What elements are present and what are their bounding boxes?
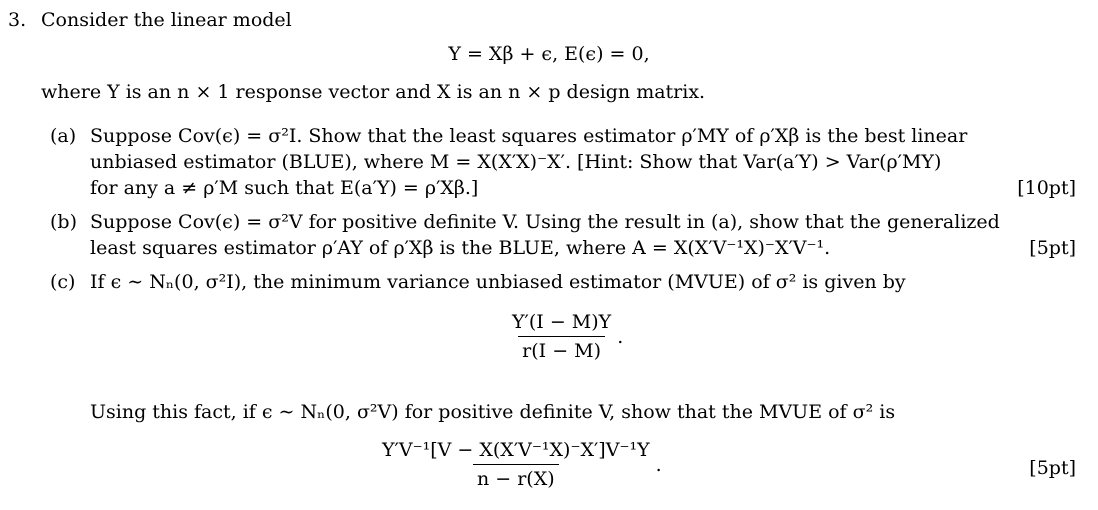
mvue-fraction-gls	[378, 438, 662, 491]
fraction	[378, 438, 654, 491]
part-c-points: [5pt]	[1029, 457, 1076, 479]
problem-number: 3.	[8, 9, 27, 31]
problem-heading: Consider the linear model	[41, 9, 292, 31]
fraction-denominator: r(I − M)	[518, 336, 605, 363]
mvue-fraction-iid	[508, 310, 623, 363]
part-a-points: [10pt]	[1017, 177, 1076, 199]
model-equation-text: Y = Xβ + ϵ, E(ϵ) = 0,	[448, 43, 650, 65]
fraction-denominator: n − r(X)	[473, 464, 559, 491]
fraction	[508, 310, 615, 363]
fraction-period: .	[655, 453, 662, 476]
part-a-label: (a)	[50, 125, 77, 147]
part-c-label: (c)	[50, 271, 76, 293]
part-a-line-3: for any a ≠ ρ′M such that E(a′Y) = ρ′Xβ.]	[90, 177, 479, 199]
part-c-line-2: Using this fact, if ϵ ∼ Nₙ(0, σ²V) for positive definite V, show that the MVUE of σ² is	[90, 401, 896, 423]
part-c-line-1: If ϵ ∼ Nₙ(0, σ²I), the minimum variance unbiased estimator (MVUE) of σ² is given by	[90, 271, 906, 293]
model-equation	[0, 42, 1098, 66]
part-a-line-1: Suppose Cov(ϵ) = σ²I. Show that the least squares estimator ρ′MY of ρ′Xβ is the best linear	[90, 125, 968, 147]
part-b-line-2: least squares estimator ρ′AY of ρ′Xβ is the BLUE, where A = X(X′V⁻¹X)⁻X′V⁻¹.	[90, 237, 831, 259]
intro-text: where Y is an n × 1 response vector and X is an n × p design matrix.	[41, 81, 706, 103]
part-b-line-1: Suppose Cov(ϵ) = σ²V for positive definite V. Using the result in (a), show that the generalized	[90, 211, 1000, 233]
fraction-numerator: Y′V⁻¹[V − X(X′V⁻¹X)⁻X′]V⁻¹Y	[382, 439, 650, 461]
part-b-points: [5pt]	[1029, 237, 1076, 259]
part-b-label: (b)	[50, 211, 77, 233]
fraction-period: .	[617, 325, 624, 348]
fraction-numerator: Y′(I − M)Y	[512, 311, 612, 333]
part-a-line-2: unbiased estimator (BLUE), where M = X(X′X)⁻X′. [Hint: Show that Var(a′Y) > Var(ρ′MY)	[90, 151, 942, 173]
